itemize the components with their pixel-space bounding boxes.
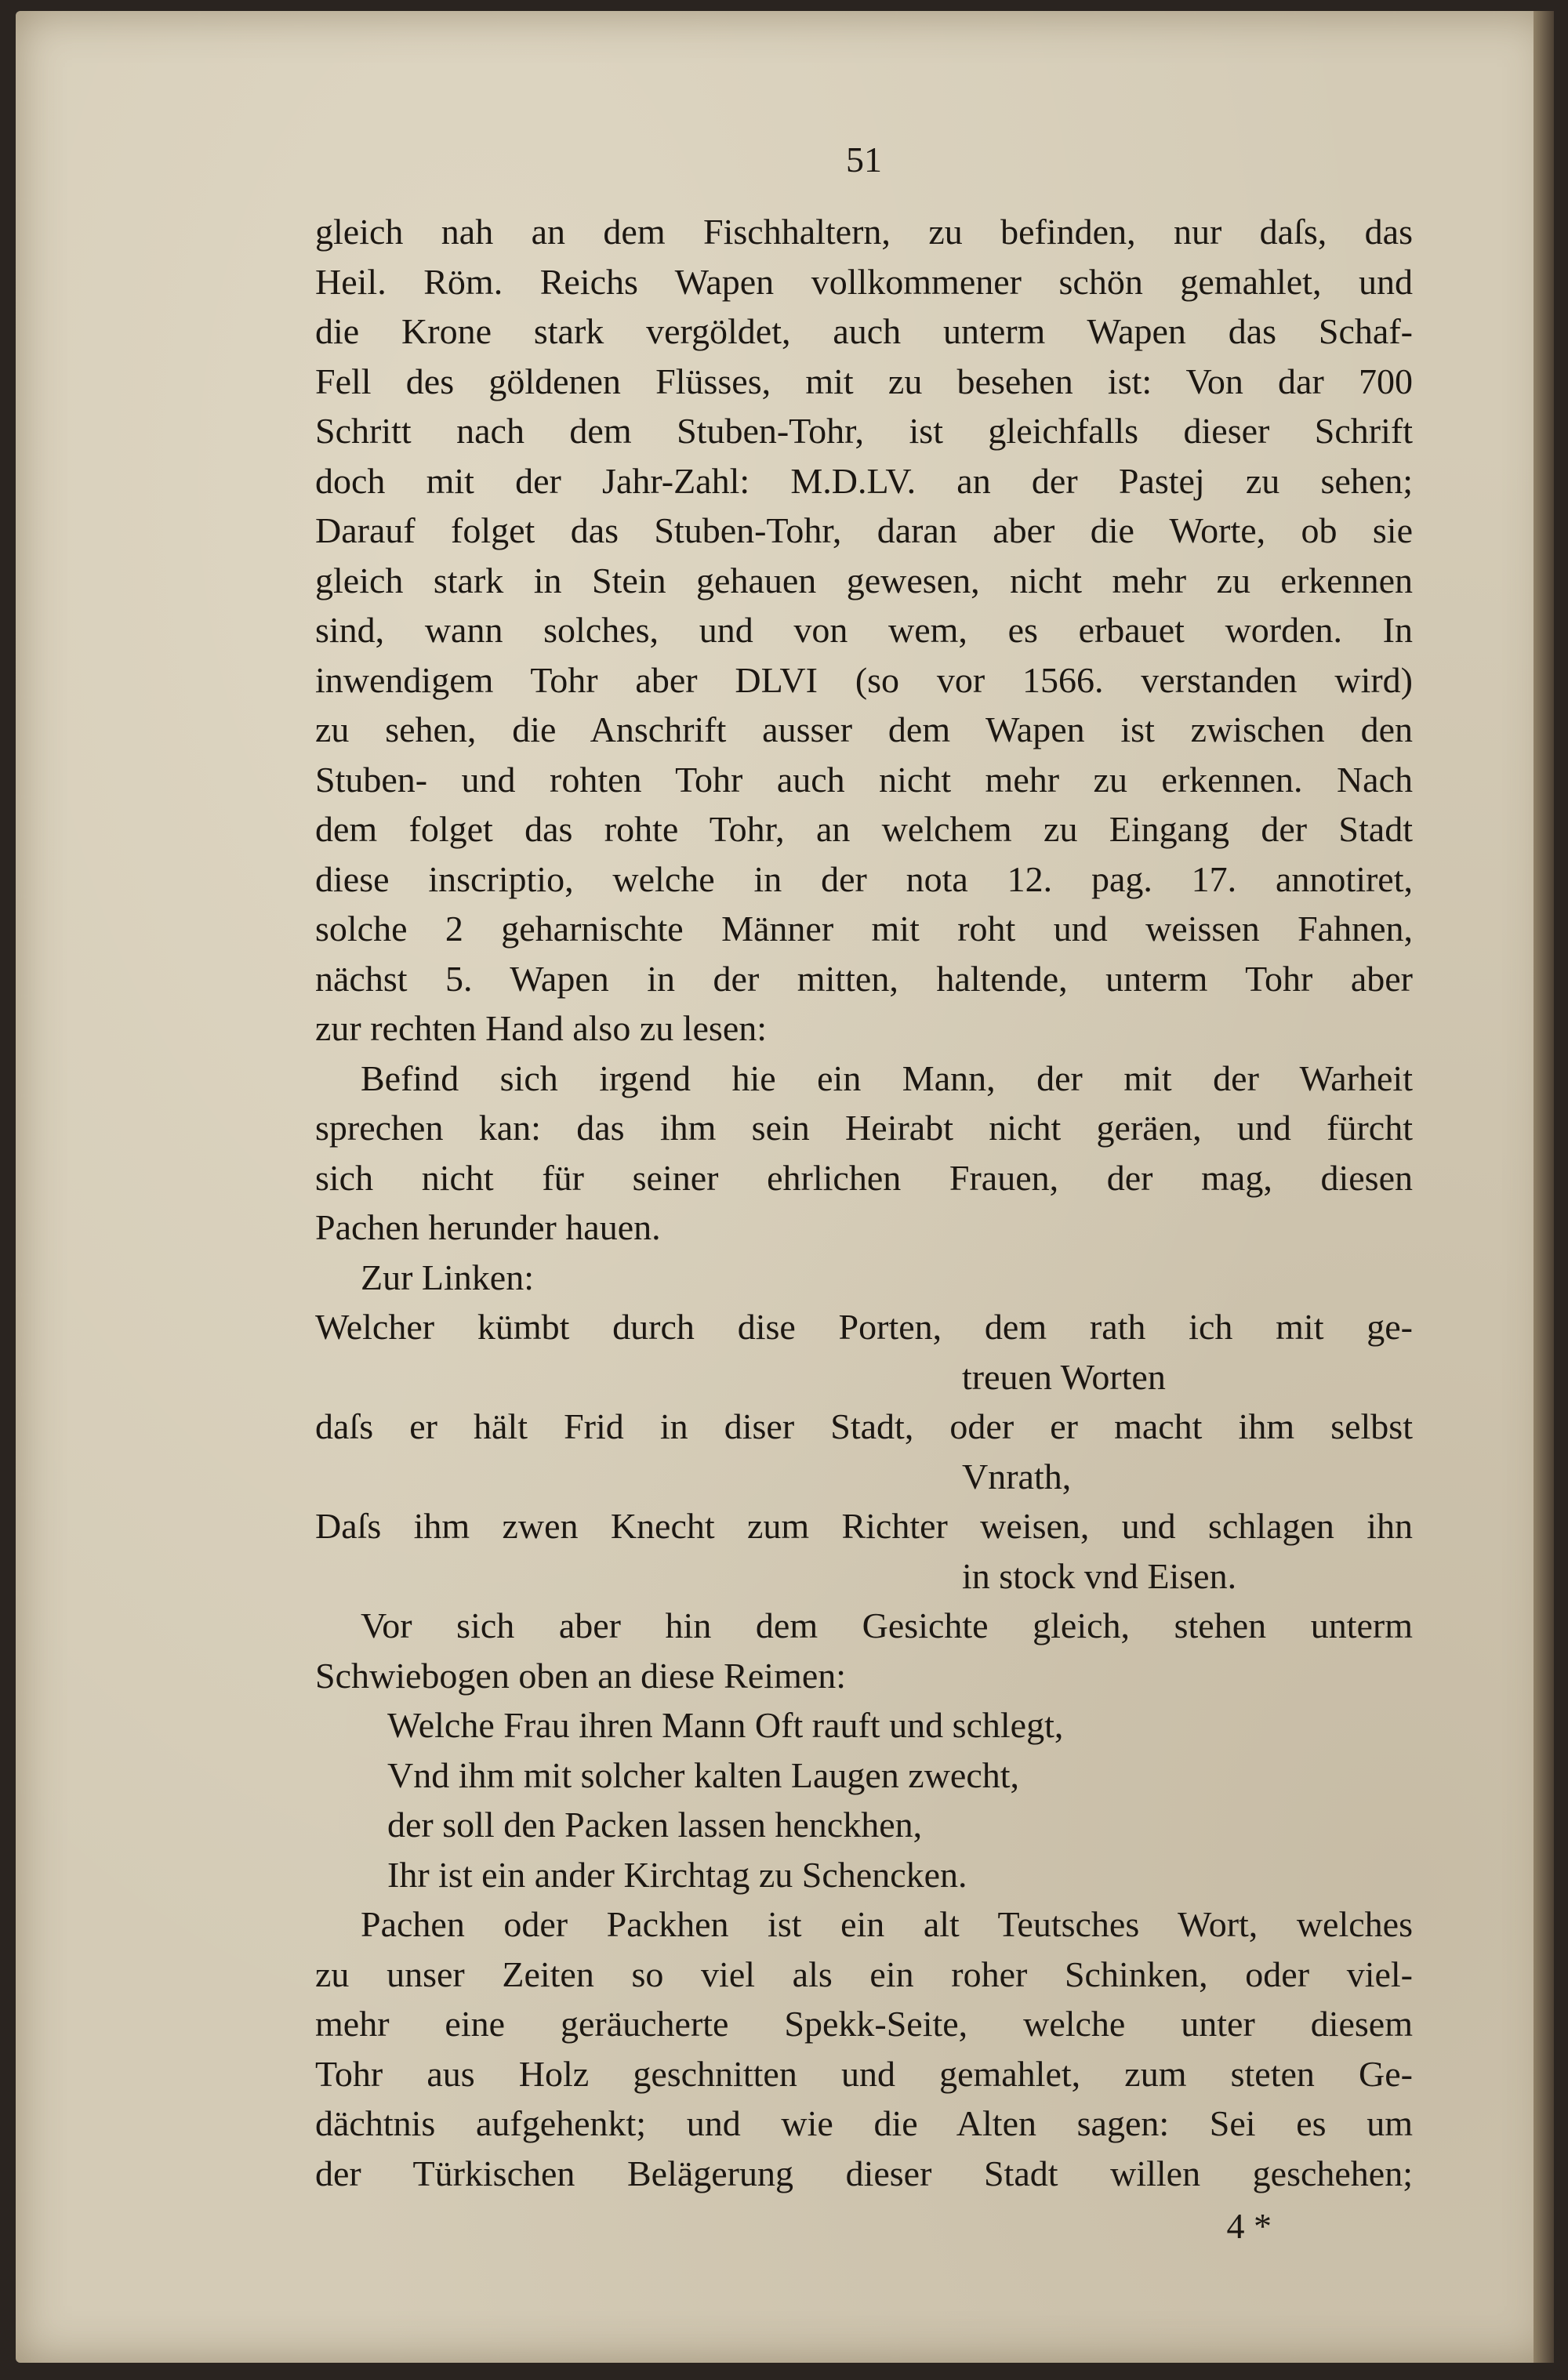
verse-continuation: in stock vnd Eisen. [962, 1555, 1237, 1596]
text-line: nächst 5. Wapen in der mitten, haltende, unterm Tohr aber [315, 958, 1413, 999]
text-line: Vor sich aber hin dem Gesichte gleich, stehen unterm [361, 1605, 1413, 1645]
text-line: zur rechten Hand also zu lesen: [315, 1008, 768, 1048]
text-line: doch mit der Jahr-Zahl: M.D.LV. an der Pastej zu sehen; [315, 460, 1413, 501]
text-line: diese inscriptio, welche in der nota 12. pag. 17. annotiret, [315, 858, 1413, 899]
text-line: Schwiebogen oben an diese Reimen: [315, 1655, 847, 1696]
text-line: Pachen oder Packhen ist ein alt Teutsches Wort, welches [361, 1904, 1413, 1944]
verse-continuation: Vnrath, [962, 1456, 1072, 1497]
rhyme-line: der soll den Packen lassen henckhen, [387, 1805, 923, 1845]
text-line: dem folget das rohte Tohr, an welchem zu Eingang der Stadt [315, 809, 1413, 849]
text-line: dächtnis aufgehenkt; und wie die Alten sagen: Sei es um [315, 2103, 1413, 2143]
rhyme-line: Vnd ihm mit solcher kalten Laugen zwecht, [387, 1754, 1020, 1795]
text-line: der Türkischen Belägerung dieser Stadt willen geschehen; [315, 2153, 1413, 2193]
text-line: gleich nah an dem Fischhaltern, zu befinden, nur daſs, das [315, 212, 1413, 252]
text-line: Tohr aus Holz geschnitten und gemahlet, zum steten Ge- [315, 2053, 1413, 2094]
text-line: zu unser Zeiten so viel als ein roher Schinken, oder viel- [315, 1954, 1413, 1994]
rhyme-line: Welche Frau ihren Mann Oft rauft und schlegt, [387, 1705, 1064, 1745]
verse-continuation: treuen Worten [962, 1356, 1166, 1397]
text-line: solche 2 geharnischte Männer mit roht und weissen Fahnen, [315, 909, 1413, 949]
text-line: Stuben- und rohten Tohr auch nicht mehr zu erkennen. Nach [315, 759, 1413, 800]
verse-line: Welcher kümbt durch dise Porten, dem rath ich mit ge- [315, 1307, 1413, 1347]
section-heading: Zur Linken: [361, 1257, 534, 1297]
inscription-line: Pachen herunder hauen. [315, 1207, 661, 1247]
text-line: Darauf folget das Stuben-Tohr, daran aber die Worte, ob sie [315, 510, 1413, 550]
inscription-line: Befind sich irgend hie ein Mann, der mit der Warheit [361, 1058, 1413, 1098]
signature-mark: 4 * [1226, 2206, 1272, 2246]
book-page [16, 11, 1554, 2363]
page-number: 51 [846, 140, 882, 180]
text-line: zu sehen, die Anschrift ausser dem Wapen ist zwischen den [315, 709, 1413, 749]
page-edge-shadow [1534, 11, 1554, 2363]
text-line: sind, wann solches, und von wem, es erbauet worden. In [315, 610, 1413, 650]
text-line: inwendigem Tohr aber DLVI (so vor 1566. verstanden wird) [315, 659, 1413, 700]
text-line: Fell des göldenen Flüsses, mit zu besehen ist: Von dar 700 [315, 361, 1413, 401]
inscription-line: sich nicht für seiner ehrlichen Frauen, der mag, diesen [315, 1157, 1413, 1198]
verse-line: daſs er hält Frid in diser Stadt, oder er macht ihm selbst [315, 1406, 1413, 1446]
text-line: die Krone stark vergöldet, auch unterm Wapen das Schaf- [315, 311, 1413, 351]
text-line: Schritt nach dem Stuben-Tohr, ist gleichfalls dieser Schrift [315, 411, 1413, 451]
text-block [315, 113, 1413, 2251]
text-line: Heil. Röm. Reichs Wapen vollkommener schön gemahlet, und [315, 261, 1413, 302]
verse-line: Daſs ihm zwen Knecht zum Richter weisen, und schlagen ihn [315, 1506, 1413, 1546]
text-line: mehr eine geräucherte Spekk-Seite, welche unter diesem [315, 2004, 1413, 2044]
rhyme-line: Ihr ist ein ander Kirchtag zu Schencken. [387, 1854, 967, 1895]
text-line: gleich stark in Stein gehauen gewesen, nicht mehr zu erkennen [315, 560, 1413, 600]
inscription-line: sprechen kan: das ihm sein Heirabt nicht geräen, und fürcht [315, 1108, 1413, 1148]
